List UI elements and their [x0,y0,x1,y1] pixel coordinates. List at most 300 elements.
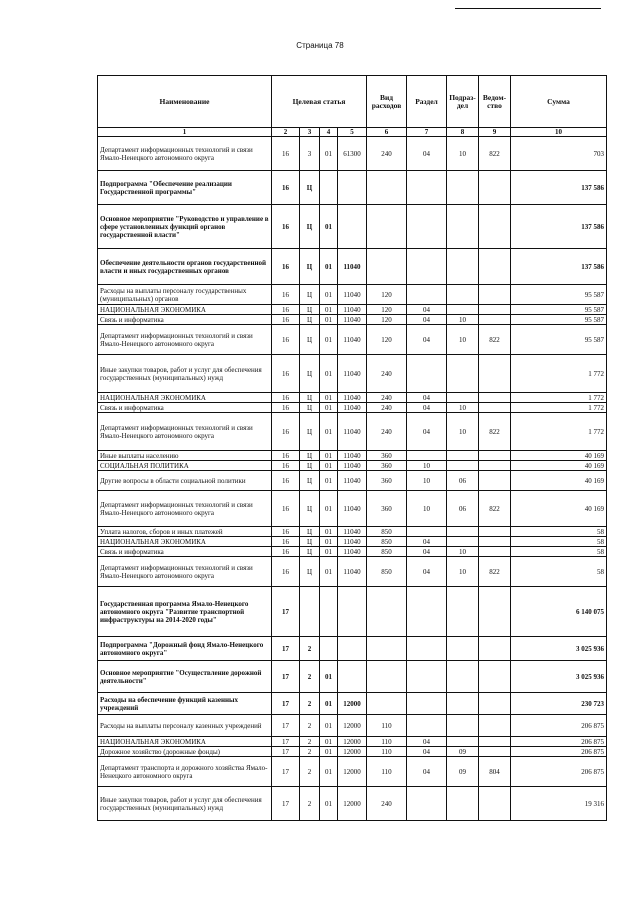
target-code-cell: 12000 [338,737,367,747]
row-name-cell: НАЦИОНАЛЬНАЯ ЭКОНОМИКА [98,537,272,547]
sum-cell: 1 772 [511,403,607,413]
sum-cell: 95 587 [511,305,607,315]
razdel-cell: 04 [407,557,447,587]
table-row [98,285,607,305]
row-name-cell: Департамент транспорта и дорожного хозяйства Ямало-Ненецкого автономного округа [98,757,272,787]
podrazdel-cell: 10 [447,403,479,413]
vid-cell [367,661,407,693]
target-code-cell: 11040 [338,491,367,527]
row-name-cell: Основное мероприятие "Осуществление дорожной деятельности" [98,661,272,693]
sum-cell: 6 140 075 [511,587,607,637]
vid-cell: 110 [367,757,407,787]
target-code-cell [338,205,367,249]
sum-cell: 40 169 [511,451,607,461]
vid-cell [367,693,407,715]
razdel-cell [407,715,447,737]
target-code-cell [320,587,338,637]
vid-cell [367,249,407,285]
target-code-cell: Ц [300,285,320,305]
target-code-cell: 2 [300,637,320,661]
target-code-cell: 01 [320,205,338,249]
vedomstvo-cell: 822 [479,557,511,587]
row-name-cell: Расходы на выплаты персоналу казенных учреждений [98,715,272,737]
vid-cell: 110 [367,737,407,747]
podrazdel-cell [447,285,479,305]
row-name-cell: Расходы на выплаты персоналу государственных (муниципальных) органов [98,285,272,305]
target-code-cell: Ц [300,471,320,491]
target-code-cell: 01 [320,315,338,325]
row-name-cell: Подпрограмма "Обеспечение реализации Государственной программы" [98,171,272,205]
column-index-cell: 6 [367,128,407,137]
table-row [98,527,607,537]
table-row [98,393,607,403]
sum-cell: 40 169 [511,491,607,527]
target-code-cell: 17 [272,787,300,821]
budget-table [97,75,607,821]
target-code-cell: 01 [320,325,338,355]
vedomstvo-cell [479,661,511,693]
page-label: Страница 78 [296,41,344,50]
target-code-cell: Ц [300,491,320,527]
target-code-cell: 01 [320,137,338,171]
podrazdel-cell: 10 [447,325,479,355]
target-code-cell: 12000 [338,747,367,757]
target-code-cell: Ц [300,557,320,587]
column-index-cell: 2 [272,128,300,137]
vid-cell: 240 [367,137,407,171]
target-code-cell: 01 [320,393,338,403]
podrazdel-cell: 10 [447,547,479,557]
target-code-cell: Ц [300,413,320,451]
sum-cell: 95 587 [511,325,607,355]
podrazdel-cell [447,205,479,249]
razdel-cell: 04 [407,305,447,315]
podrazdel-cell: 10 [447,557,479,587]
table-row [98,205,607,249]
vedomstvo-cell [479,587,511,637]
target-code-cell: 12000 [338,787,367,821]
target-code-cell: 01 [320,757,338,787]
vedomstvo-cell [479,461,511,471]
target-code-cell: Ц [300,325,320,355]
podrazdel-cell [447,587,479,637]
table-row [98,171,607,205]
razdel-cell [407,205,447,249]
column-index-cell: 3 [300,128,320,137]
target-code-cell: Ц [300,403,320,413]
target-code-cell: Ц [300,537,320,547]
column-index-cell: 5 [338,128,367,137]
table-row [98,537,607,547]
target-code-cell: 01 [320,747,338,757]
sum-cell: 40 169 [511,471,607,491]
target-code-cell: 17 [272,587,300,637]
row-name-cell: Уплата налогов, сборов и иных платежей [98,527,272,537]
target-code-cell: 16 [272,205,300,249]
target-code-cell: 16 [272,471,300,491]
sum-cell: 58 [511,557,607,587]
row-name-cell: Департамент информационных технологий и связи Ямало-Ненецкого автономного округа [98,413,272,451]
row-name-cell: Иные закупки товаров, работ и услуг для обеспечения государственных (муниципальных) нужд [98,787,272,821]
vid-cell: 360 [367,451,407,461]
razdel-cell [407,249,447,285]
row-name-cell: Департамент информационных технологий и связи Ямало-Ненецкого автономного округа [98,325,272,355]
vid-cell: 850 [367,547,407,557]
target-code-cell: Ц [300,315,320,325]
target-code-cell: 01 [320,471,338,491]
razdel-cell: 04 [407,747,447,757]
target-code-cell: 11040 [338,557,367,587]
target-code-cell: 11040 [338,527,367,537]
target-code-cell: Ц [300,527,320,537]
row-name-cell: Связь и информатика [98,315,272,325]
column-index-cell: 1 [98,128,272,137]
target-code-cell: 11040 [338,325,367,355]
podrazdel-cell: 09 [447,757,479,787]
row-name-cell: Департамент информационных технологий и связи Ямало-Ненецкого автономного округа [98,137,272,171]
target-code-cell: 01 [320,737,338,747]
table-row [98,461,607,471]
vid-cell: 360 [367,491,407,527]
column-index-cell: 7 [407,128,447,137]
target-code-cell: Ц [300,547,320,557]
razdel-cell: 10 [407,471,447,491]
header-razdel: Раздел [407,76,447,128]
podrazdel-cell [447,305,479,315]
target-code-cell: Ц [300,393,320,403]
vid-cell: 120 [367,305,407,315]
sum-cell: 206 875 [511,757,607,787]
target-code-cell [320,637,338,661]
table-row [98,471,607,491]
vid-cell: 110 [367,747,407,757]
vedomstvo-cell: 822 [479,491,511,527]
vid-cell: 120 [367,325,407,355]
sum-cell: 206 875 [511,715,607,737]
sum-cell: 19 316 [511,787,607,821]
table-row [98,661,607,693]
target-code-cell: 01 [320,715,338,737]
table-row [98,355,607,393]
target-code-cell: 11040 [338,471,367,491]
corner-mark [455,8,601,9]
razdel-cell: 04 [407,757,447,787]
razdel-cell [407,451,447,461]
razdel-cell [407,637,447,661]
razdel-cell: 04 [407,325,447,355]
target-code-cell: 01 [320,403,338,413]
target-code-cell: Ц [300,249,320,285]
podrazdel-cell [447,451,479,461]
table-row [98,403,607,413]
header-row [98,76,607,128]
vedomstvo-cell [479,471,511,491]
target-code-cell: 11040 [338,537,367,547]
podrazdel-cell [447,527,479,537]
target-code-cell: 16 [272,491,300,527]
razdel-cell [407,355,447,393]
table-row [98,557,607,587]
podrazdel-cell [447,787,479,821]
target-code-cell: Ц [300,355,320,393]
vid-cell: 110 [367,715,407,737]
target-code-cell: 12000 [338,715,367,737]
vid-cell: 240 [367,393,407,403]
vid-cell: 240 [367,787,407,821]
target-code-cell: 11040 [338,315,367,325]
sum-cell: 3 025 936 [511,637,607,661]
header-vid: Вид расходов [367,76,407,128]
podrazdel-cell [447,537,479,547]
vedomstvo-cell: 804 [479,757,511,787]
target-code-cell: 2 [300,747,320,757]
target-code-cell: 2 [300,715,320,737]
sum-cell: 1 772 [511,413,607,451]
target-code-cell: 16 [272,355,300,393]
target-code-cell: 11040 [338,393,367,403]
target-code-cell: 17 [272,661,300,693]
target-code-cell: 16 [272,305,300,315]
podrazdel-cell [447,461,479,471]
target-code-cell: 01 [320,787,338,821]
target-code-cell: 61300 [338,137,367,171]
vedomstvo-cell [479,527,511,537]
vid-cell: 850 [367,537,407,547]
vedomstvo-cell [479,315,511,325]
vedomstvo-cell [479,451,511,461]
razdel-cell: 04 [407,137,447,171]
razdel-cell: 04 [407,737,447,747]
razdel-cell: 04 [407,547,447,557]
podrazdel-cell: 09 [447,747,479,757]
sum-cell: 58 [511,547,607,557]
table-row [98,715,607,737]
target-code-cell: 11040 [338,461,367,471]
target-code-cell: Ц [300,205,320,249]
vedomstvo-cell: 822 [479,325,511,355]
table-row [98,693,607,715]
table-row [98,249,607,285]
podrazdel-cell: 06 [447,471,479,491]
sum-cell: 58 [511,537,607,547]
row-name-cell: Связь и информатика [98,547,272,557]
column-index-cell: 8 [447,128,479,137]
podrazdel-cell [447,693,479,715]
sum-cell: 95 587 [511,315,607,325]
vedomstvo-cell [479,205,511,249]
podrazdel-cell: 06 [447,491,479,527]
vedomstvo-cell: 822 [479,137,511,171]
target-code-cell: 01 [320,305,338,315]
vid-cell [367,637,407,661]
row-name-cell: НАЦИОНАЛЬНАЯ ЭКОНОМИКА [98,737,272,747]
podrazdel-cell [447,715,479,737]
table-row [98,787,607,821]
row-name-cell: Другие вопросы в области социальной политики [98,471,272,491]
table-row [98,491,607,527]
header-podrazdel: Подраз-дел [447,76,479,128]
target-code-cell: 11040 [338,305,367,315]
target-code-cell: 01 [320,537,338,547]
sum-cell: 230 723 [511,693,607,715]
target-code-cell: 01 [320,413,338,451]
podrazdel-cell [447,737,479,747]
target-code-cell [338,171,367,205]
target-code-cell: 17 [272,747,300,757]
razdel-cell: 04 [407,403,447,413]
row-name-cell: СОЦИАЛЬНАЯ ПОЛИТИКА [98,461,272,471]
row-name-cell: НАЦИОНАЛЬНАЯ ЭКОНОМИКА [98,305,272,315]
sum-cell: 137 586 [511,205,607,249]
razdel-cell [407,693,447,715]
vid-cell: 850 [367,557,407,587]
vedomstvo-cell [479,393,511,403]
target-code-cell [338,637,367,661]
target-code-cell: Ц [300,461,320,471]
table-row [98,305,607,315]
vedomstvo-cell [479,285,511,305]
sum-cell: 95 587 [511,285,607,305]
target-code-cell: 01 [320,461,338,471]
sum-cell: 1 772 [511,355,607,393]
target-code-cell: 11040 [338,413,367,451]
table-row [98,747,607,757]
target-code-cell: 16 [272,403,300,413]
target-code-cell [338,661,367,693]
target-code-cell: 2 [300,661,320,693]
vid-cell: 850 [367,527,407,537]
podrazdel-cell [447,393,479,403]
sum-cell: 206 875 [511,737,607,747]
row-name-cell: Иные закупки товаров, работ и услуг для обеспечения государственных (муниципальных) нужд [98,355,272,393]
sum-cell: 1 772 [511,393,607,403]
target-code-cell: 12000 [338,693,367,715]
target-code-cell: 11040 [338,451,367,461]
sum-cell: 3 025 936 [511,661,607,693]
target-code-cell: 01 [320,491,338,527]
vedomstvo-cell [479,637,511,661]
vid-cell: 240 [367,355,407,393]
vid-cell [367,171,407,205]
column-index-cell: 9 [479,128,511,137]
target-code-cell: 16 [272,137,300,171]
table-row [98,325,607,355]
row-name-cell: Основное мероприятие "Руководство и управление в сфере установленных функций органов государственной власти" [98,205,272,249]
target-code-cell: 3 [300,137,320,171]
target-code-cell: 11040 [338,355,367,393]
target-code-cell: 16 [272,285,300,305]
target-code-cell: 11040 [338,547,367,557]
target-code-cell: 11040 [338,403,367,413]
target-code-cell: 16 [272,537,300,547]
razdel-cell [407,285,447,305]
razdel-cell: 04 [407,537,447,547]
razdel-cell: 10 [407,491,447,527]
target-code-cell: 01 [320,661,338,693]
table-row [98,547,607,557]
column-index-cell: 4 [320,128,338,137]
column-index-row [98,128,607,137]
target-code-cell: Ц [300,305,320,315]
razdel-cell [407,171,447,205]
target-code-cell: 17 [272,737,300,747]
vedomstvo-cell [479,693,511,715]
table-row [98,451,607,461]
column-index-cell: 10 [511,128,607,137]
target-code-cell: 16 [272,325,300,355]
target-code-cell: 17 [272,715,300,737]
sum-cell: 206 875 [511,747,607,757]
vid-cell: 240 [367,403,407,413]
vedomstvo-cell [479,737,511,747]
target-code-cell: Ц [300,451,320,461]
table-row [98,637,607,661]
target-code-cell: 16 [272,547,300,557]
razdel-cell: 04 [407,393,447,403]
target-code-cell: 16 [272,557,300,587]
target-code-cell [320,171,338,205]
row-name-cell: Департамент информационных технологий и связи Ямало-Ненецкого автономного округа [98,557,272,587]
target-code-cell [300,587,320,637]
razdel-cell: 10 [407,461,447,471]
target-code-cell: 01 [320,557,338,587]
target-code-cell: 16 [272,249,300,285]
target-code-cell: 16 [272,527,300,537]
target-code-cell: 2 [300,757,320,787]
target-code-cell: 11040 [338,285,367,305]
target-code-cell: 16 [272,461,300,471]
podrazdel-cell: 10 [447,413,479,451]
podrazdel-cell [447,637,479,661]
target-code-cell: 17 [272,637,300,661]
vid-cell [367,205,407,249]
vedomstvo-cell [479,547,511,557]
target-code-cell: 01 [320,693,338,715]
target-code-cell: 16 [272,413,300,451]
target-code-cell: 17 [272,757,300,787]
table-row [98,315,607,325]
vedomstvo-cell [479,403,511,413]
row-name-cell: Подпрограмма "Дорожный фонд Ямало-Ненецкого автономного округа" [98,637,272,661]
vid-cell: 120 [367,315,407,325]
podrazdel-cell: 10 [447,315,479,325]
podrazdel-cell [447,355,479,393]
vid-cell: 360 [367,461,407,471]
vid-cell [367,587,407,637]
row-name-cell: Обеспечение деятельности органов государственной власти и иных государственных органов [98,249,272,285]
podrazdel-cell [447,661,479,693]
vedomstvo-cell [479,787,511,821]
row-name-cell: Связь и информатика [98,403,272,413]
sum-cell: 137 586 [511,249,607,285]
header-vedomstvo: Ведом-ство [479,76,511,128]
razdel-cell: 04 [407,315,447,325]
target-code-cell: 16 [272,171,300,205]
razdel-cell [407,787,447,821]
target-code-cell: 2 [300,693,320,715]
vedomstvo-cell [479,355,511,393]
razdel-cell [407,587,447,637]
target-code-cell: 01 [320,547,338,557]
sum-cell: 703 [511,137,607,171]
vid-cell: 360 [367,471,407,491]
podrazdel-cell [447,249,479,285]
vedomstvo-cell [479,305,511,315]
target-code-cell: Ц [300,171,320,205]
target-code-cell: 2 [300,787,320,821]
vedomstvo-cell [479,249,511,285]
table-row [98,587,607,637]
